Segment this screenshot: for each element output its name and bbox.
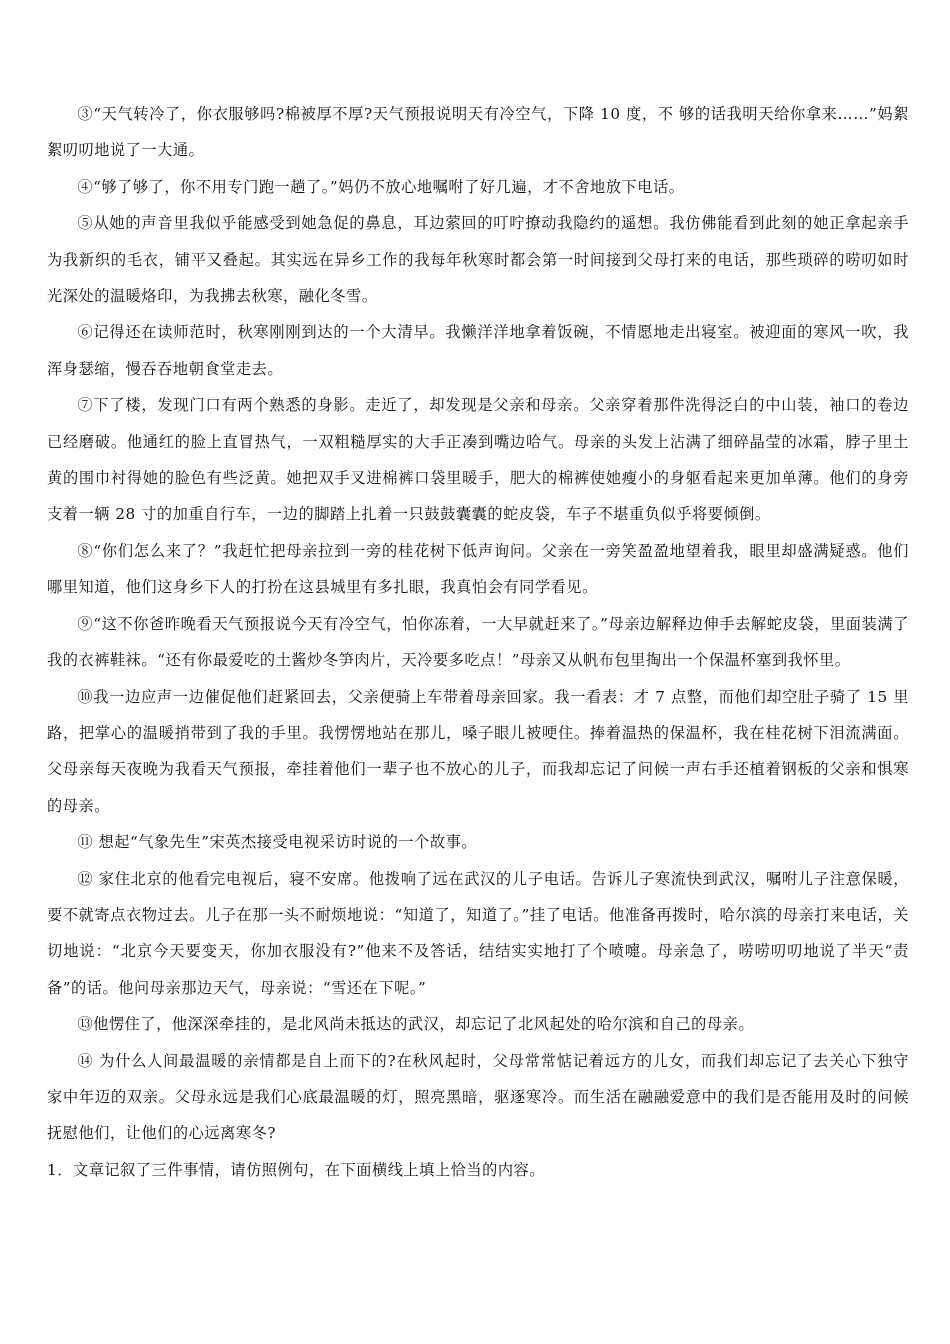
paragraph-6: ⑥记得还在读师范时，秋寒刚刚到达的一个大清早。我懒洋洋地拿着饭碗，不情愿地走出寝室。被迎面的寒风一吹，我浑身瑟缩，慢吞吞地朝食堂走去。 — [47, 323, 909, 378]
paragraph-5: ⑤从她的声音里我似乎能感受到她急促的鼻息，耳边萦回的叮咛撩动我隐约的遥想。我仿佛能看到此刻的她正拿起亲手为我新织的毛衣，铺平又叠起。其实远在异乡工作的我每年秋寒时都会第一时间接到父母打来的电话，那些琐碎的唠叨如时光深处的温暖烙印，为我拂去秋寒，融化冬雪。 — [47, 214, 909, 306]
paragraph-11: ⑪ 想起“气象先生”宋英杰接受电视采访时说的一个故事。 — [77, 833, 478, 852]
paragraph-12: ⑫ 家住北京的他看完电视后，寝不安席。他拨响了远在武汉的儿子电话。告诉儿子寒流快到武汉，嘱咐儿子注意保暖，要不就寄点衣物过去。儿子在那一头不耐烦地说：“知道了，知道了。”挂了电话。他准备再拨时，哈尔滨的母亲打来电话，关切地说：“北京今天要变天，你加衣服没有?”他来不及答话，结结实实地打了个喷嚏。母亲急了，唠唠叨叨地说了半天“责备”的话。他问母亲那边天气，母亲说：“雪还在下呢。” — [47, 869, 909, 997]
paragraph-10: ⑩我一边应声一边催促他们赶紧回去，父亲便骑上车带着母亲回家。我一看表：才 7 点整，而他们却空肚子骑了 15 里路，把掌心的温暖捎带到了我的手里。我愣愣地站在那儿，嗓子眼儿被哽住。捧着温热的保温杯，我在桂花树下泪流满面。父母亲每天夜晚为我看天气预报，牵挂着他们一辈子也不放心的儿子，而我却忘记了问候一声右手还植着钢板的父亲和惧寒的母亲。 — [47, 687, 909, 815]
paragraph-9: ⑨“这不你爸昨晚看天气预报说今天有冷空气，怕你冻着，一大早就赶来了。”母亲边解释边伸手去解蛇皮袋，里面装满了我的衣裤鞋袜。“还有你最爱吃的土酱炒冬笋肉片，天冷要多吃点！”母亲又从帆布包里掏出一个保温杯塞到我怀里。 — [47, 614, 909, 670]
paragraph-13: ⑬他愣住了，他深深牵挂的，是北风尚未抵达的武汉，却忘记了北风起处的哈尔滨和自己的母亲。 — [77, 1015, 755, 1034]
question-1: 1．文章记叙了三件事情，请仿照例句，在下面横线上填上恰当的内容。 — [47, 1160, 546, 1179]
article-page — [47, 96, 909, 1188]
paragraph-7: ⑦下了楼，发现门口有两个熟悉的身影。走近了，却发现是父亲和母亲。父亲穿着那件洗得泛白的中山装，袖口的卷边已经磨破。他通红的脸上直冒热气，一双粗糙厚实的大手正凑到嘴边哈气。母亲的头发上沾满了细碎晶莹的冰霜，脖子里土黄的围巾衬得她的脸色有些泛黄。她把双手叉进棉裤口袋里暖手，肥大的棉裤使她瘦小的身躯看起来更加单薄。他们的身旁支着一辆 28 寸的加重自行车，一边的脚踏上扎着一只鼓鼓囊囊的蛇皮袋，车子不堪重负似乎将要倾倒。 — [47, 396, 909, 524]
paragraph-14: ⑭ 为什么人间最温暖的亲情都是自上而下的?在秋风起时，父母常常惦记着远方的儿女，而我们却忘记了去关心下独守家中年迈的双亲。父母永远是我们心底最温暖的灯，照亮黑暗，驱逐寒冷。而生活在融融爱意中的我们是否能用及时的问候抚慰他们，让他们的心远离寒冬? — [47, 1051, 909, 1143]
paragraph-4: ④“够了够了，你不用专门跑一趟了。”妈仍不放心地嘱咐了好几遍，才不舍地放下电话。 — [77, 177, 685, 196]
paragraph-8: ⑧“你们怎么来了？”我赶忙把母亲拉到一旁的桂花树下低声询问。父亲在一旁笑盈盈地望着我，眼里却盛满疑惑。他们哪里知道，他们这身乡下人的打扮在这县城里有多扎眼，我真怕会有同学看见。 — [47, 541, 909, 597]
paragraph-3: ③“天气转冷了，你衣服够吗?棉被厚不厚?天气预报说明天有冷空气，下降 10 度，不 够的话我明天给你拿来……”妈絮絮叨叨地说了一大通。 — [47, 105, 909, 160]
